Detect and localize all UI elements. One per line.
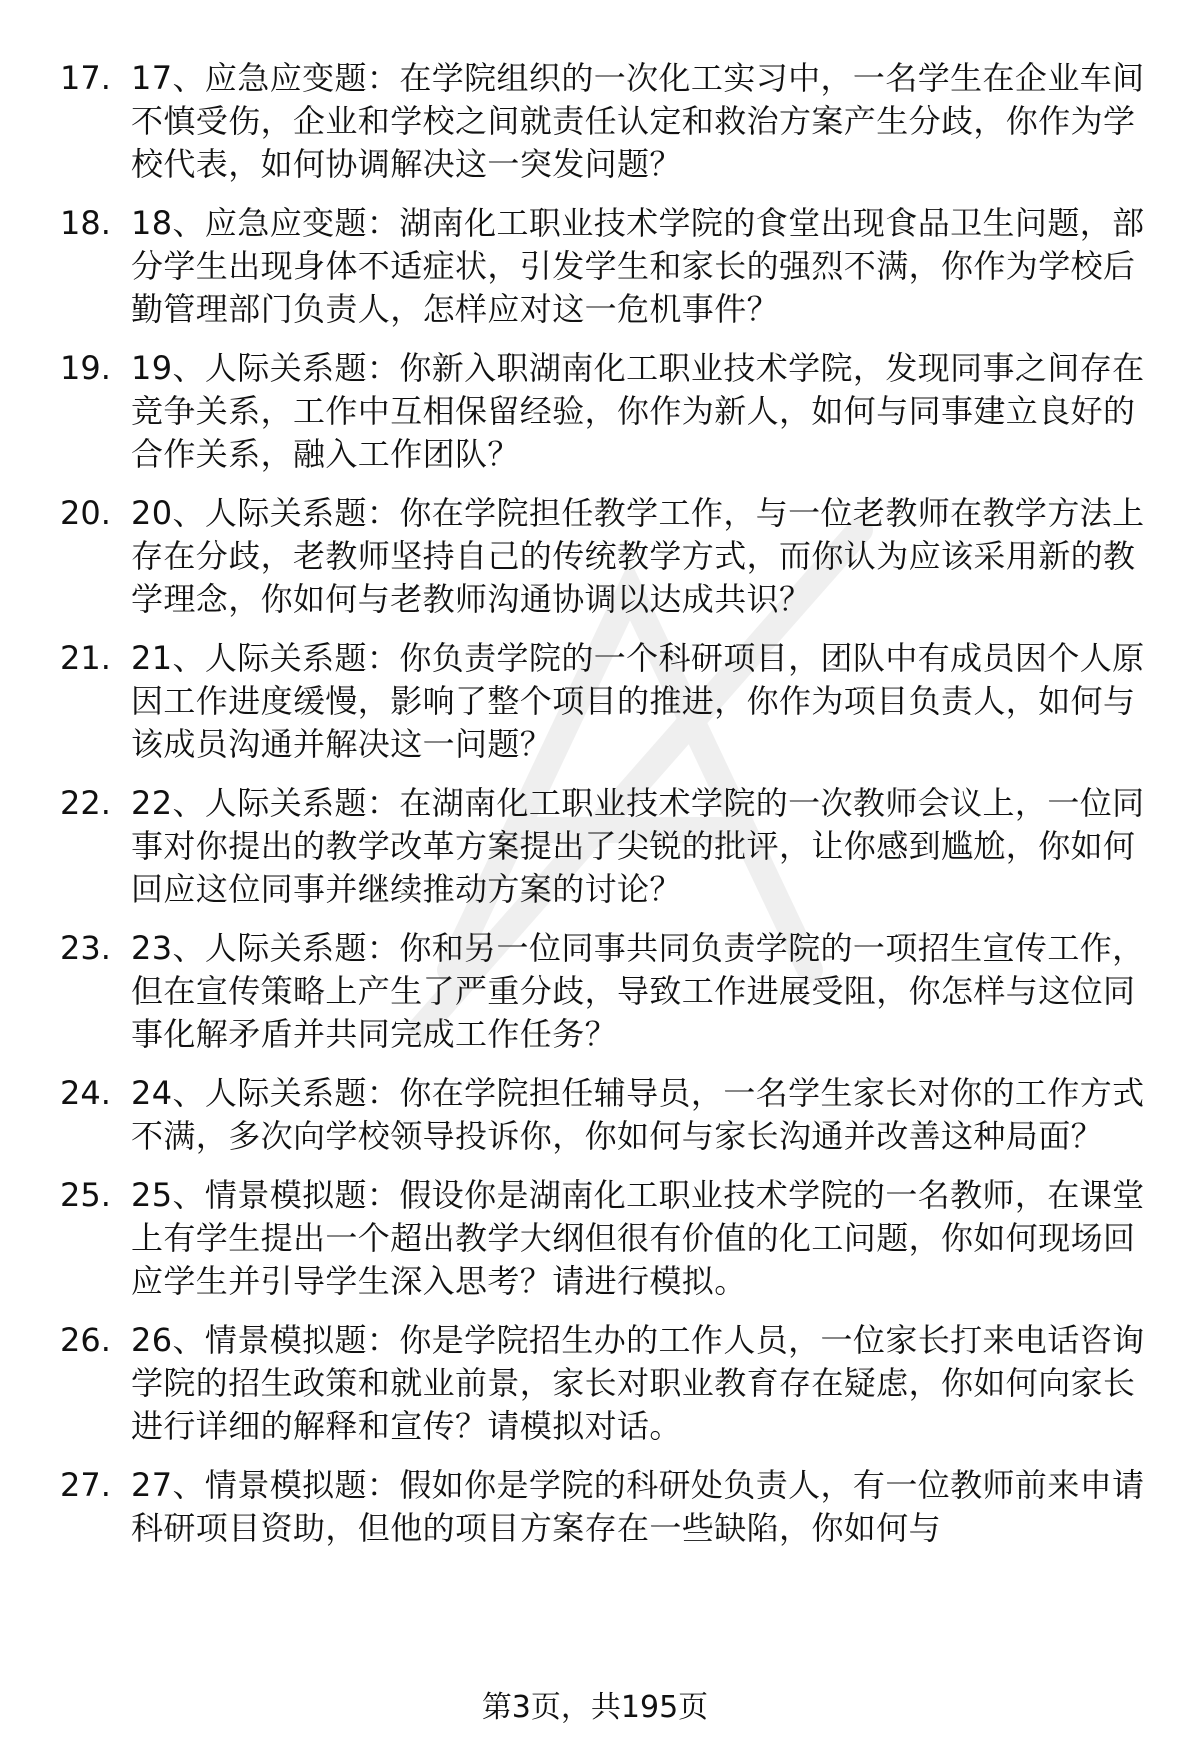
list-item <box>60 202 1150 331</box>
question-number: 25. <box>60 1176 111 1214</box>
question-text: 26、情景模拟题：你是学院招生办的工作人员，一位家长打来电话咨询学院的招生政策和就业前景，家长对职业教育存在疑虑，你如何向家长进行详细的解释和宣传？请模拟对话。 <box>131 1321 1145 1445</box>
question-number: 24. <box>60 1074 111 1112</box>
question-text: 21、人际关系题：你负责学院的一个科研项目，团队中有成员因个人原因工作进度缓慢，影响了整个项目的推进，你作为项目负责人，如何与该成员沟通并解决这一问题？ <box>131 639 1145 763</box>
list-item <box>60 1464 1150 1550</box>
list-item <box>60 347 1150 476</box>
question-number: 18. <box>60 204 111 242</box>
list-item <box>60 1174 1150 1303</box>
question-text: 27、情景模拟题：假如你是学院的科研处负责人，有一位教师前来申请科研项目资助，但他的项目方案存在一些缺陷，你如何与 <box>131 1466 1145 1547</box>
question-number: 20. <box>60 494 111 532</box>
page-footer <box>0 1688 1190 1728</box>
question-text: 17、应急应变题：在学院组织的一次化工实习中，一名学生在企业车间不慎受伤，企业和学校之间就责任认定和救治方案产生分歧，你作为学校代表，如何协调解决这一突发问题？ <box>131 59 1145 183</box>
question-text: 23、人际关系题：你和另一位同事共同负责学院的一项招生宣传工作，但在宣传策略上产生了严重分歧，导致工作进展受阻，你怎样与这位同事化解矛盾并共同完成工作任务？ <box>131 929 1145 1053</box>
page-number-label: 第3页，共195页 <box>481 1690 709 1725</box>
question-text: 25、情景模拟题：假设你是湖南化工职业技术学院的一名教师，在课堂上有学生提出一个超出教学大纲但很有价值的化工问题，你如何现场回应学生并引导学生深入思考？请进行模拟。 <box>131 1176 1145 1300</box>
question-number: 21. <box>60 639 111 677</box>
question-number: 19. <box>60 349 111 387</box>
question-text: 20、人际关系题：你在学院担任教学工作，与一位老教师在教学方法上存在分歧，老教师坚持自己的传统教学方式，而你认为应该采用新的教学理念，你如何与老教师沟通协调以达成共识？ <box>131 494 1145 618</box>
question-number: 17. <box>60 59 111 97</box>
question-list <box>60 57 1150 1566</box>
list-item <box>60 57 1150 186</box>
question-number: 22. <box>60 784 111 822</box>
question-text: 19、人际关系题：你新入职湖南化工职业技术学院，发现同事之间存在竞争关系，工作中互相保留经验，你作为新人，如何与同事建立良好的合作关系，融入工作团队？ <box>131 349 1145 473</box>
list-item <box>60 637 1150 766</box>
list-item <box>60 1072 1150 1158</box>
question-number: 23. <box>60 929 111 967</box>
question-number: 27. <box>60 1466 111 1504</box>
list-item <box>60 782 1150 911</box>
list-item <box>60 1319 1150 1448</box>
question-text: 24、人际关系题：你在学院担任辅导员，一名学生家长对你的工作方式不满，多次向学校领导投诉你，你如何与家长沟通并改善这种局面？ <box>131 1074 1145 1155</box>
question-text: 22、人际关系题：在湖南化工职业技术学院的一次教师会议上，一位同事对你提出的教学改革方案提出了尖锐的批评，让你感到尴尬，你如何回应这位同事并继续推动方案的讨论？ <box>131 784 1145 908</box>
question-text: 18、应急应变题：湖南化工职业技术学院的食堂出现食品卫生问题，部分学生出现身体不适症状，引发学生和家长的强烈不满，你作为学校后勤管理部门负责人，怎样应对这一危机事件？ <box>131 204 1145 328</box>
list-item <box>60 492 1150 621</box>
question-number: 26. <box>60 1321 111 1359</box>
list-item <box>60 927 1150 1056</box>
